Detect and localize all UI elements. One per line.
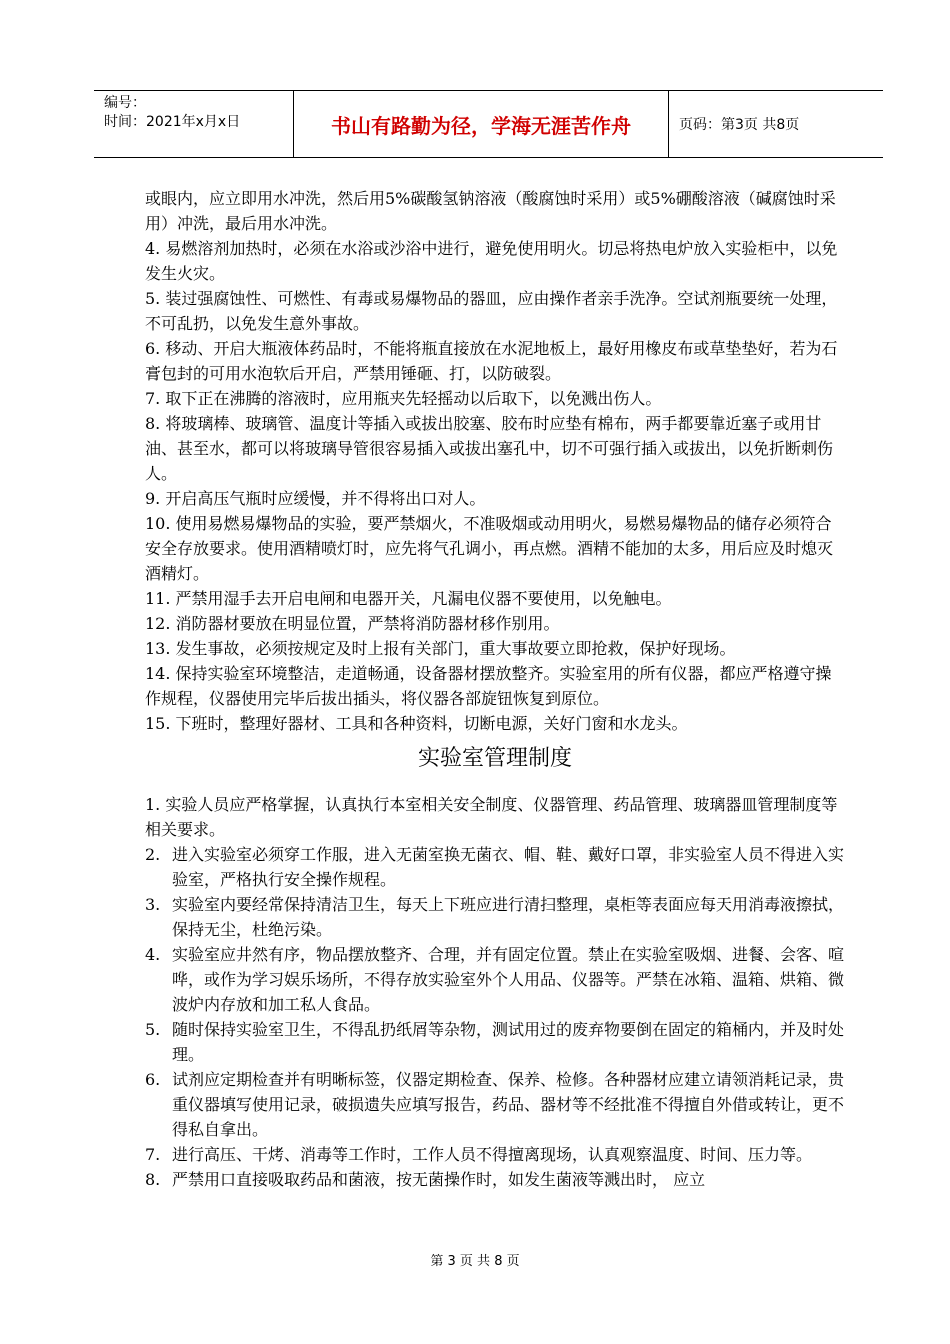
safety-paragraph: 4. 易燃溶剂加热时，必须在水浴或沙浴中进行，避免使用明火。切忌将热电炉放入实验柜中，以免发生火灾。	[145, 239, 838, 283]
header-page-info: 页码：第3页 共8页	[679, 117, 800, 133]
list-item	[145, 942, 845, 1017]
management-paragraph: 1. 实验人员应严格掌握，认真执行本室相关安全制度、仪器管理、药品管理、玻璃器皿管理制度等相关要求。	[145, 795, 838, 839]
safety-paragraph: 或眼内，应立即用水冲洗，然后用5%碳酸氢钠溶液（酸腐蚀时采用）或5%硼酸溶液（碱腐蚀时采用）冲洗，最后用水冲洗。	[145, 189, 836, 233]
safety-paragraph: 11. 严禁用湿手去开启电闸和电器开关，凡漏电仪器不要使用，以免触电。	[145, 589, 672, 608]
safety-paragraph: 10. 使用易燃易爆物品的实验，要严禁烟火，不准吸烟或动用明火，易燃易爆物品的储存必须符合安全存放要求。使用酒精喷灯时，应先将气孔调小，再点燃。酒精不能加的太多，用后应及时熄灭酒精灯。	[145, 514, 834, 583]
list-item	[145, 1142, 845, 1167]
header-number-label: 编号：	[104, 95, 146, 111]
management-rules	[145, 792, 845, 1192]
list-item	[145, 892, 845, 942]
list-item-number: 3.	[145, 895, 161, 914]
safety-paragraph: 8. 将玻璃棒、玻璃管、温度计等插入或拔出胶塞、胶布时应垫有棉布，两手都要靠近塞子或用甘油、甚至水，都可以将玻璃导管很容易插入或拔出塞孔中，切不可强行插入或拔出，以免折断刺伤人。	[145, 414, 834, 483]
list-item-number: 4.	[145, 945, 161, 964]
list-item-text: 试剂应定期检查并有明晰标签，仪器定期检查、保养、检修。各种器材应建立请领消耗记录，贵重仪器填写使用记录，破损遗失应填写报告，药品、器材等不经批准不得擅自外借或转让，更不得私自拿出。	[172, 1070, 845, 1139]
list-item-number: 2.	[145, 845, 161, 864]
section-title: 实验室管理制度	[417, 746, 572, 771]
safety-paragraph: 5. 装过强腐蚀性、可燃性、有毒或易爆物品的器皿，应由操作者亲手洗净。空试剂瓶要统一处理，不可乱扔，以免发生意外事故。	[145, 289, 838, 333]
header-motto: 书山有路勤为径，学海无涯苦作舟	[294, 91, 669, 157]
safety-paragraph: 13. 发生事故，必须按规定及时上报有关部门，重大事故要立即抢救，保护好现场。	[145, 639, 736, 658]
list-item	[145, 1067, 845, 1142]
list-item-number: 8.	[145, 1170, 161, 1189]
safety-paragraph: 12. 消防器材要放在明显位置，严禁将消防器材移作别用。	[145, 614, 560, 633]
list-item	[145, 842, 845, 892]
safety-rules	[145, 186, 845, 736]
list-item-number: 7.	[145, 1145, 161, 1164]
document-header	[94, 90, 883, 158]
list-item-text: 实验室内要经常保持清洁卫生，每天上下班应进行清扫整理，桌柜等表面应每天用消毒液擦拭，保持无尘，杜绝污染。	[172, 895, 845, 939]
list-item-text: 严禁用口直接吸取药品和菌液，按无菌操作时，如发生菌液等溅出时， 应立	[172, 1170, 706, 1189]
header-date-label: 时间：2021年x月x日	[104, 114, 241, 130]
list-item-text: 进入实验室必须穿工作服，进入无菌室换无菌衣、帽、鞋、戴好口罩，非实验室人员不得进入实验室，严格执行安全操作规程。	[172, 845, 845, 889]
list-item-text: 进行高压、干烤、消毒等工作时，工作人员不得擅离现场，认真观察温度、时间、压力等。	[172, 1145, 813, 1164]
page-footer: 第 3 页 共 8 页	[430, 1254, 520, 1269]
safety-paragraph: 7. 取下正在沸腾的溶液时，应用瓶夹先轻摇动以后取下，以免溅出伤人。	[145, 389, 662, 408]
safety-paragraph: 9. 开启高压气瓶时应缓慢，并不得将出口对人。	[145, 489, 486, 508]
safety-paragraph: 6. 移动、开启大瓶液体药品时，不能将瓶直接放在水泥地板上，最好用橡皮布或草垫垫好，若为石膏包封的可用水泡软后开启，严禁用锤砸、打，以防破裂。	[145, 339, 838, 383]
document-body	[145, 186, 845, 1192]
list-item	[145, 1017, 845, 1067]
safety-paragraph: 15. 下班时，整理好器材、工具和各种资料，切断电源，关好门窗和水龙头。	[145, 714, 688, 733]
list-item-text: 随时保持实验室卫生，不得乱扔纸屑等杂物，测试用过的废弃物要倒在固定的箱桶内，并及时处理。	[172, 1020, 845, 1064]
header-meta	[94, 91, 294, 157]
safety-paragraph: 14. 保持实验室环境整洁，走道畅通，设备器材摆放整齐。实验室用的所有仪器，都应严格遵守操作规程，仪器使用完毕后拔出插头，将仪器各部旋钮恢复到原位。	[145, 664, 832, 708]
list-item	[145, 1167, 845, 1192]
list-item-number: 5.	[145, 1020, 161, 1039]
list-item-number: 6.	[145, 1070, 161, 1089]
list-item-text: 实验室应井然有序，物品摆放整齐、合理，并有固定位置。禁止在实验室吸烟、进餐、会客、喧哗，或作为学习娱乐场所，不得存放实验室外个人用品、仪器等。严禁在冰箱、温箱、烘箱、微波炉内存放和加工私人食品。	[172, 945, 845, 1014]
